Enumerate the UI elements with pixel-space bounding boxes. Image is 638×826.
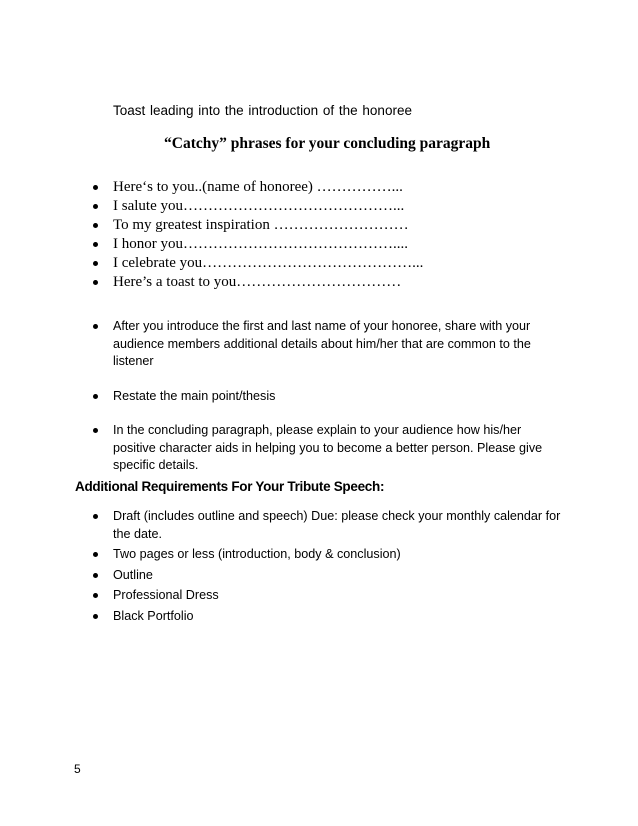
requirement-item: Two pages or less (introduction, body & conclusion) bbox=[93, 546, 563, 564]
catchy-phrases-heading: “Catchy” phrases for your concluding paragraph bbox=[164, 135, 491, 152]
catchy-phrases-list bbox=[93, 178, 513, 292]
requirements-list bbox=[93, 508, 563, 628]
concluding-points-list bbox=[93, 318, 553, 492]
intro-line: Toast leading into the introduction of the honoree bbox=[113, 103, 412, 118]
requirement-item: Outline bbox=[93, 567, 563, 585]
phrase-item: Here’s a toast to you…………………………… bbox=[93, 273, 513, 292]
phrase-item: Here‘s to you..(name of honoree) ……………... bbox=[93, 178, 513, 197]
point-item: Restate the main point/thesis bbox=[93, 388, 553, 406]
point-item: After you introduce the first and last name of your honoree, share with your audience members additional details about him/her that are common to the listener bbox=[93, 318, 553, 371]
phrase-item: I celebrate you……………………………………... bbox=[93, 254, 513, 273]
requirement-item: Professional Dress bbox=[93, 587, 563, 605]
requirement-item: Black Portfolio bbox=[93, 608, 563, 626]
phrase-item: To my greatest inspiration ……………………… bbox=[93, 216, 513, 235]
point-item: In the concluding paragraph, please explain to your audience how his/her positive character aids in helping you to become a better person. Please give specific details. bbox=[93, 422, 553, 475]
requirement-item: Draft (includes outline and speech) Due: please check your monthly calendar for the date. bbox=[93, 508, 563, 543]
requirements-heading: Additional Requirements For Your Tribute Speech: bbox=[75, 479, 385, 494]
phrase-item: I honor you…………………………………….... bbox=[93, 235, 513, 254]
phrase-item: I salute you……………………………………... bbox=[93, 197, 513, 216]
page-number: 5 bbox=[74, 762, 81, 776]
